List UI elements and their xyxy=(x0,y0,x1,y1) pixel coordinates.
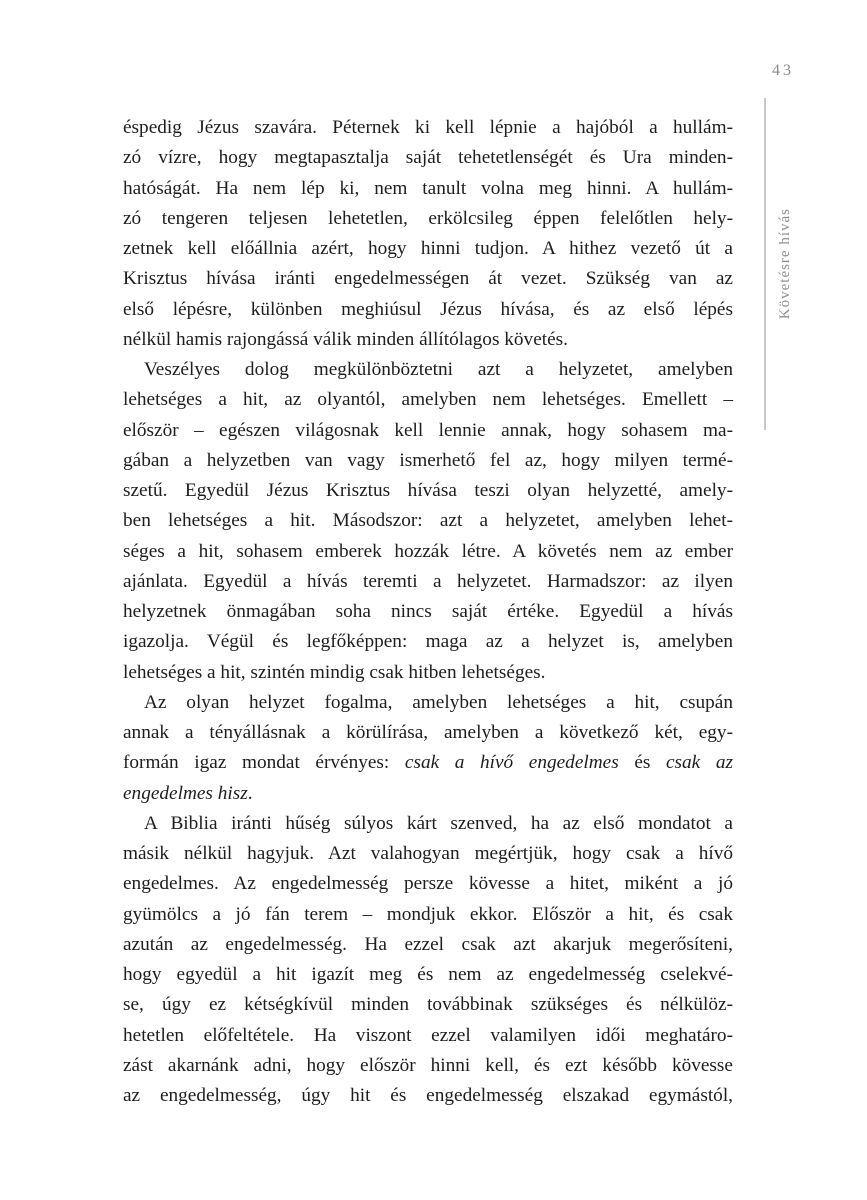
text-line: zó tengeren teljesen lehetetlen, erkölcsileg éppen felelőtlen hely- xyxy=(123,207,733,229)
text-line: hatóságát. Ha nem lép ki, nem tanult volna meg hinni. A hullám- xyxy=(123,177,733,199)
text-line: helyzetnek önmagában soha nincs saját értéke. Egyedül a hívás xyxy=(123,601,733,622)
text-line: ben lehetséges a hit. Másodszor: azt a helyzetet, amelyben lehet- xyxy=(123,510,733,532)
text-line: ajánlata. Egyedül a hívás teremti a helyzetet. Harmadszor: az ilyen xyxy=(123,570,733,592)
text-line xyxy=(123,748,733,778)
text-line: se, úgy ez kétségkívül minden továbbinak szükséges és nélkülöz- xyxy=(123,994,733,1016)
paragraph-3 xyxy=(123,688,733,809)
text-line: szetű. Egyedül Jézus Krisztus hívása teszi olyan helyzetté, amely- xyxy=(123,480,733,501)
paragraph-2 xyxy=(123,355,733,688)
body-text xyxy=(123,113,733,1111)
text-line: zó vízre, hogy megtapasztalja saját tehetetlenségét és Ura minden- xyxy=(123,147,733,169)
italic-text: csak a hívő engedelmes xyxy=(404,752,619,774)
text-line: lehetséges a hit, az olyantól, amelyben nem lehetséges. Emellett – xyxy=(123,389,733,411)
text-line: A Biblia iránti hűség súlyos kárt szenved, ha az első mondatot a xyxy=(144,812,733,834)
text-line: Krisztus hívása iránti engedelmességen át vezet. Szükség van az xyxy=(123,268,733,290)
text-line: gyümölcs a jó fán terem – mondjuk ekkor. Először a hit, és csak xyxy=(123,903,733,925)
text-line: igazolja. Végül és legfőképpen: maga az a helyzet is, amelyben xyxy=(123,631,733,653)
margin-rule xyxy=(764,98,766,430)
text-line: első lépésre, különben meghiúsul Jézus hívása, és az első lépés xyxy=(123,298,733,320)
text-line: azután az engedelmesség. Ha ezzel csak azt akarjuk megerősíteni, xyxy=(123,933,733,955)
text-line: először – egészen világosnak kell lennie annak, hogy sohasem ma- xyxy=(123,419,733,441)
text-run: formán igaz mondat érvényes: xyxy=(123,752,405,774)
italic-text: csak az xyxy=(665,752,733,774)
text-line: Az olyan helyzet fogalma, amelyben lehetséges a hit, csupán xyxy=(144,691,733,713)
italic-text: engedelmes hisz xyxy=(123,782,248,804)
text-line: nélkül hamis rajongássá válik minden állítólagos követés. xyxy=(123,328,568,350)
running-head-text: Követésre hívás xyxy=(776,208,793,320)
text-run: és xyxy=(618,752,666,774)
text-line: lehetséges a hit, szintén mindig csak hitben lehetséges. xyxy=(123,661,546,683)
text-line: séges a hit, sohasem emberek hozzák létre. A követés nem az ember xyxy=(123,540,733,562)
text-line: másik nélkül hagyjuk. Azt valahogyan megértjük, hogy csak a hívő xyxy=(123,843,733,864)
text-line: az engedelmesség, úgy hit és engedelmesség elszakad egymástól, xyxy=(123,1085,733,1106)
text-line: gában a helyzetben van vagy ismerhető fel az, hogy milyen termé- xyxy=(123,449,733,471)
text-line: engedelmes. Az engedelmesség persze kövesse a hitet, miként a jó xyxy=(123,873,733,895)
text-line: zást akarnánk adni, hogy először hinni kell, és ezt később kövesse xyxy=(123,1054,733,1076)
text-line: hogy egyedül a hit igazít meg és nem az engedelmesség cselekvé- xyxy=(123,964,733,985)
running-head xyxy=(770,98,800,430)
text-line: annak a tényállásnak a körülírása, amelyben a következő két, egy- xyxy=(123,722,733,743)
text-line xyxy=(123,779,733,809)
paragraph-1 xyxy=(123,113,733,355)
page-number: 43 xyxy=(772,62,794,79)
text-line: Veszélyes dolog megkülönböztetni azt a helyzetet, amelyben xyxy=(144,359,733,380)
text-line: zetnek kell előállnia azért, hogy hinni tudjon. A hithez vezető út a xyxy=(123,238,733,259)
text-line: hetetlen előfeltétele. Ha viszont ezzel valamilyen idői meghatáro- xyxy=(123,1024,733,1046)
text-run: . xyxy=(247,782,253,804)
text-line: éspedig Jézus szavára. Péternek ki kell lépnie a hajóból a hullám- xyxy=(123,117,733,138)
paragraph-4 xyxy=(123,809,733,1112)
